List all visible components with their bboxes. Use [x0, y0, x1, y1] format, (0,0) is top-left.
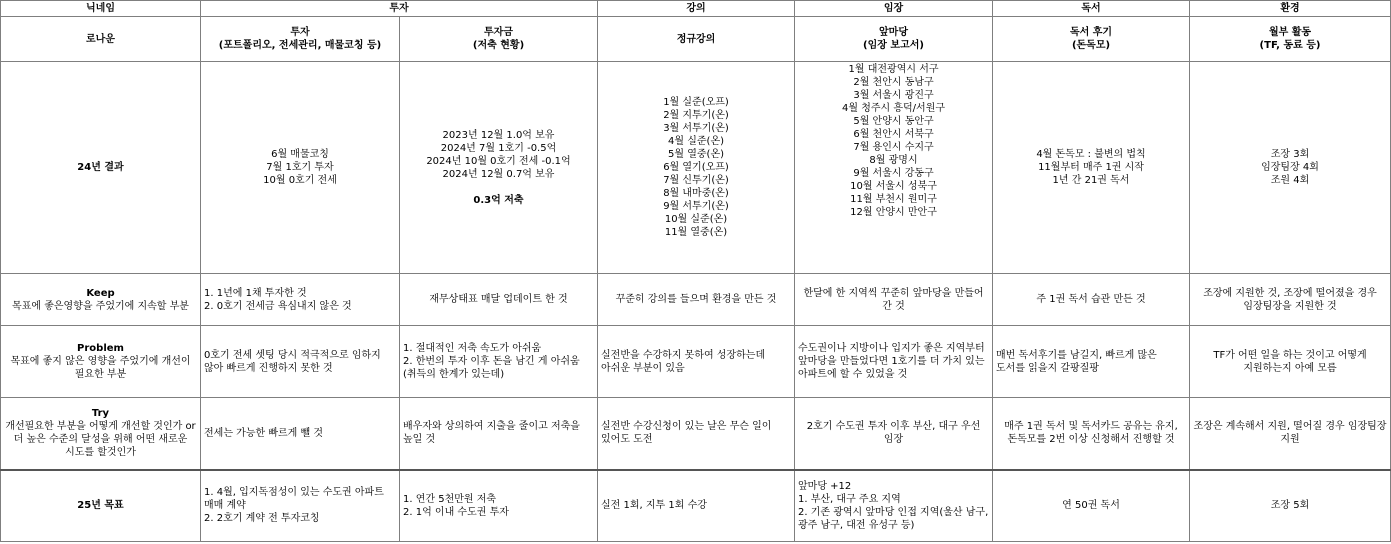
- lecture-subheader[interactable]: 정규강의: [598, 17, 795, 62]
- keep-lecture-cell[interactable]: 꾸준히 강의를 들으며 환경을 만든 것: [598, 274, 795, 326]
- goal-imjang-cell[interactable]: 앞마당 +12 1. 부산, 대구 주요 지역 2. 기존 광역시 앞마당 인접 지역(울산 남구, 광주 남구, 대전 유성구 등): [795, 470, 993, 542]
- environment-header[interactable]: 환경: [1190, 1, 1391, 17]
- result-row: [1, 62, 1391, 274]
- imjang-title: 앞마당: [879, 27, 908, 38]
- keep-env-cell[interactable]: 조장에 지원한 것, 조장에 떨어졌을 경우 임장팀장을 지원한 것: [1190, 274, 1391, 326]
- env-title: 월부 활동: [1268, 27, 1312, 38]
- try-row: [1, 398, 1391, 470]
- goal-lecture-cell[interactable]: 실전 1회, 지투 1회 수강: [598, 470, 795, 542]
- lecture-line: 5월 열중(온): [668, 149, 724, 160]
- lecture-header[interactable]: 강의: [598, 1, 795, 17]
- imjang-line: 9월 서울시 강동구: [853, 168, 934, 179]
- env-subtitle: (TF, 동료 등): [1259, 40, 1321, 51]
- imjang-line: 12월 안양시 만안구: [850, 207, 937, 218]
- imjang-line: 1월 대전광역시 서구: [848, 64, 939, 75]
- imjang-header[interactable]: 임장: [795, 1, 993, 17]
- lecture-line: 6월 열기(오프): [663, 162, 729, 173]
- money-line: 2024년 12월 0.7억 보유: [442, 168, 555, 180]
- keep-reading-cell[interactable]: 주 1권 독서 습관 만든 것: [993, 274, 1190, 326]
- imjang-line: 11월 부천시 원미구: [850, 194, 937, 205]
- goal-invest-cell[interactable]: 1. 4월, 입지독점성이 있는 수도권 아파트 매매 계약 2. 2호기 계약 전 투자코칭: [201, 470, 400, 542]
- try-lecture-cell[interactable]: 실전반 수강신청이 있는 날은 무슨 일이 있어도 도전: [598, 398, 795, 470]
- try-title: Try: [91, 408, 110, 420]
- money-title: 투자금: [484, 27, 513, 38]
- reading-header[interactable]: 독서: [993, 1, 1190, 17]
- imjang-line: 3월 서울시 광진구: [853, 90, 934, 101]
- money-subtitle: (저축 현황): [472, 40, 525, 51]
- goal-row-label[interactable]: 25년 목표: [1, 470, 201, 542]
- try-money-cell[interactable]: 배우자와 상의하여 지출을 줄이고 저축을 높일 것: [400, 398, 598, 470]
- imjang-subheader[interactable]: [795, 17, 993, 62]
- try-imjang-cell[interactable]: 2호기 수도권 투자 이후 부산, 대구 우선 임장: [795, 398, 993, 470]
- invest-header[interactable]: 투자: [201, 1, 598, 17]
- keep-imjang-cell[interactable]: 한달에 한 지역씩 꾸준히 앞마당을 만들어 간 것: [795, 274, 993, 326]
- spacer: [403, 181, 594, 194]
- try-reading-cell[interactable]: 매주 1권 독서 및 독서카드 공유는 유지, 돈독모를 2번 이상 신청해서 진행할 것: [993, 398, 1190, 470]
- try-env-cell[interactable]: 조장은 계속해서 지원, 떨어질 경우 임장팀장 지원: [1190, 398, 1391, 470]
- lecture-line: 2월 지투기(온): [663, 110, 729, 121]
- problem-desc: 목표에 좋지 않은 영향을 주었기에 개선이 필요한 부분: [10, 356, 191, 380]
- nickname-cell[interactable]: 로나운: [1, 17, 201, 62]
- lecture-line: 1월 실준(오프): [663, 97, 729, 108]
- problem-invest-cell[interactable]: 0호기 전세 셋팅 당시 적극적으로 임하지 않아 빠르게 진행하지 못한 것: [201, 326, 400, 398]
- imjang-subtitle: (임장 보고서): [863, 40, 924, 51]
- result-reading-cell[interactable]: 4월 돈독모 : 불변의 법칙 11월부터 매주 1권 시작 1년 간 21권 독서: [993, 62, 1190, 274]
- imjang-line: 4월 청주시 흥덕/서원구: [842, 103, 946, 114]
- goal-reading-cell[interactable]: 연 50권 독서: [993, 470, 1190, 542]
- reading-subtitle: (돈독모): [1071, 40, 1111, 51]
- imjang-line: 10월 서울시 성북구: [850, 181, 937, 192]
- imjang-line: 7월 용인시 수지구: [853, 142, 934, 153]
- imjang-line: 8월 광명시: [869, 155, 918, 166]
- subheader-row: [1, 17, 1391, 62]
- problem-row: [1, 326, 1391, 398]
- money-subheader[interactable]: [400, 17, 598, 62]
- result-lecture-cell[interactable]: [598, 62, 795, 274]
- problem-title: Problem: [77, 343, 124, 354]
- lecture-line: 7월 신투기(온): [663, 175, 729, 186]
- try-invest-cell[interactable]: 전세는 가능한 빠르게 뺄 것: [201, 398, 400, 470]
- result-imjang-cell[interactable]: [795, 62, 993, 274]
- result-row-label[interactable]: 24년 결과: [1, 62, 201, 274]
- problem-imjang-cell[interactable]: 수도권이나 지방이나 입지가 좋은 지역부터 앞마당을 만들었다면 1호기를 더 가치 있는 아파트에 할 수 있었을 것: [795, 326, 993, 398]
- env-subheader[interactable]: [1190, 17, 1391, 62]
- goal-money-cell[interactable]: 1. 연간 5천만원 저축 2. 1억 이내 수도권 투자: [400, 470, 598, 542]
- lecture-line: 4월 실준(온): [668, 136, 724, 147]
- result-env-cell[interactable]: 조장 3회 임장팀장 4회 조원 4회: [1190, 62, 1391, 274]
- lecture-line: 10월 실준(온): [664, 214, 728, 225]
- invest-subtitle: (포트폴리오, 전세관리, 매물코칭 등): [218, 40, 382, 51]
- reading-subheader[interactable]: [993, 17, 1190, 62]
- money-total: 0.3억 저축: [473, 194, 524, 206]
- invest-title: 투자: [290, 27, 310, 38]
- problem-env-cell[interactable]: TF가 어떤 일을 하는 것이고 어떻게 지원하는지 아예 모름: [1190, 326, 1391, 398]
- lecture-line: 8월 내마중(온): [663, 188, 729, 199]
- imjang-line: 5월 안양시 동안구: [853, 116, 934, 127]
- result-invest-cell[interactable]: 6월 매물코칭 7월 1호기 투자 10월 0호기 전세: [201, 62, 400, 274]
- keep-money-cell[interactable]: 재무상태표 매달 업데이트 한 것: [400, 274, 598, 326]
- nickname-header[interactable]: 닉네임: [1, 1, 201, 17]
- lecture-line: 9월 서투기(온): [663, 201, 729, 212]
- try-label-cell[interactable]: [1, 398, 201, 470]
- result-money-cell[interactable]: [400, 62, 598, 274]
- goal-row: [1, 470, 1391, 542]
- problem-lecture-cell[interactable]: 실전반을 수강하지 못하여 성장하는데 아쉬운 부분이 있음: [598, 326, 795, 398]
- money-line: 2023년 12월 1.0억 보유: [442, 129, 555, 141]
- header-row: [1, 1, 1391, 17]
- problem-money-cell[interactable]: 1. 절대적인 저축 속도가 아쉬움 2. 한번의 투자 이후 돈을 남긴 게 아쉬움(취득의 한계가 있는데): [400, 326, 598, 398]
- problem-reading-cell[interactable]: 매번 독서후기를 남길지, 빠르게 많은 도서를 읽을지 갈팡질팡: [993, 326, 1190, 398]
- keep-invest-cell[interactable]: 1. 1년에 1채 투자한 것 2. 0호기 전세금 욕심내지 않은 것: [201, 274, 400, 326]
- money-line: 2024년 7월 1호기 -0.5억: [440, 142, 557, 154]
- imjang-line: 2월 천안시 동남구: [853, 77, 934, 88]
- reading-title: 독서 후기: [1069, 27, 1113, 38]
- goal-env-cell[interactable]: 조장 5회: [1190, 470, 1391, 542]
- keep-title: Keep: [86, 287, 115, 299]
- keep-label-cell[interactable]: [1, 274, 201, 326]
- lecture-line: 11월 열중(온): [664, 227, 728, 238]
- invest-subheader[interactable]: [201, 17, 400, 62]
- try-desc: 개선필요한 부분을 어떻게 개선할 것인가 or 더 높은 수준의 달성을 위해 어떤 새로운 시도를 할것인가: [5, 421, 196, 459]
- money-line: 2024년 10월 0호기 전세 -0.1억: [426, 155, 571, 167]
- problem-label-cell[interactable]: [1, 326, 201, 398]
- keep-row: [1, 274, 1391, 326]
- keep-desc: 목표에 좋은영향을 주었기에 지속할 부분: [12, 300, 189, 312]
- imjang-line: 6월 천안시 서북구: [853, 129, 934, 140]
- lecture-line: 3월 서투기(온): [663, 123, 729, 134]
